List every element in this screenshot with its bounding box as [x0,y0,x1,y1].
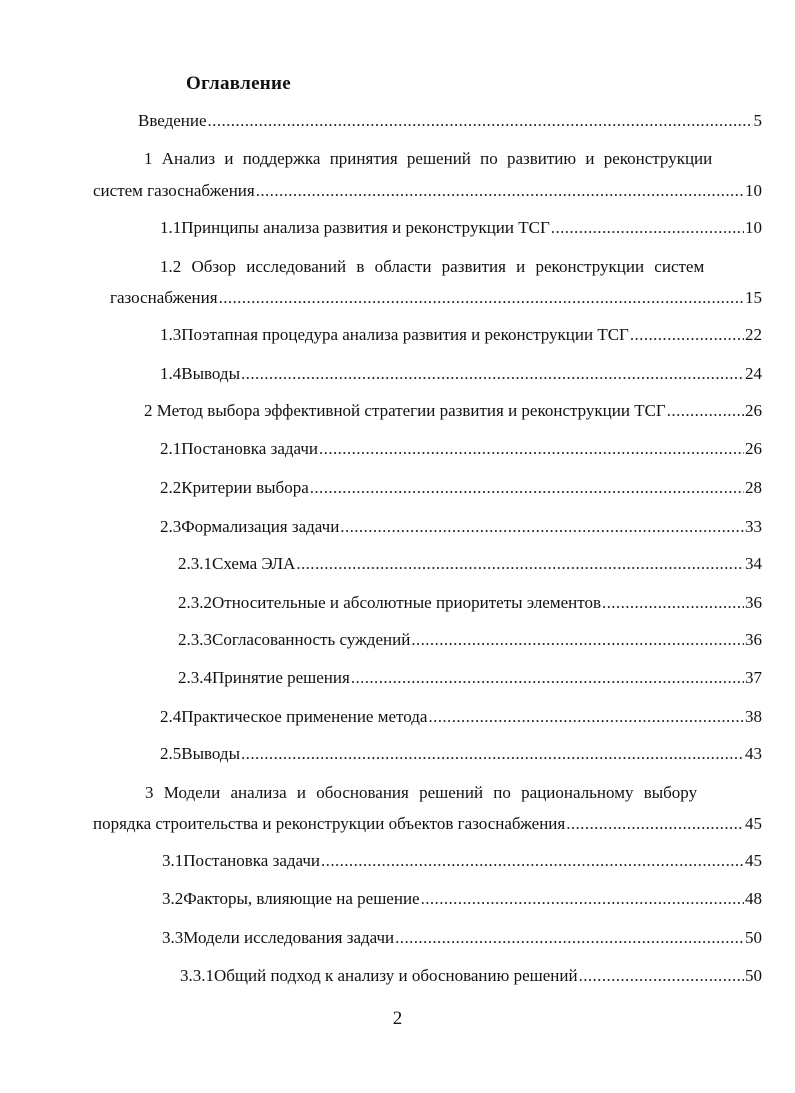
toc-page: 50 [745,928,762,947]
toc-label: 2 Метод выбора эффективной стратегии развития и реконструкции ТСГ [144,401,666,420]
toc-entry-1-2-line2[interactable] [110,287,762,309]
toc-label: Критерии выбора [181,478,309,497]
toc-page: 26 [745,439,762,458]
toc-number: 2.5 [160,744,182,763]
toc-label: систем газоснабжения [93,181,255,200]
toc-entry-2-3-3[interactable] [178,629,762,651]
toc-label: Относительные и абсолютные приоритеты элементов [212,593,601,612]
toc-number: 2.1 [160,439,182,458]
toc-entry-ch1-line2[interactable] [93,180,762,202]
toc-leader-dots [395,927,744,949]
toc-label: Формализация задачи [181,517,340,536]
toc-label: Схема ЭЛА [212,554,296,573]
toc-leader-dots [256,180,744,202]
toc-entry-2-3[interactable] [160,516,762,538]
toc-label: Модели исследования задачи [183,928,395,947]
toc-label: Общий подход к анализу и обоснованию решений [214,966,578,985]
toc-entry-2-3-1[interactable] [178,553,762,575]
toc-number: 2.4 [160,707,182,726]
toc-entry-2-2[interactable] [160,477,762,499]
toc-page: 28 [745,478,762,497]
toc-entry-3-1[interactable] [162,850,762,872]
toc-number: 2.3.3 [178,630,212,649]
toc-page: 37 [745,668,762,687]
toc-leader-dots [219,287,744,309]
toc-leader-dots [208,110,753,132]
toc-page: 36 [745,630,762,649]
toc-page: 48 [745,889,762,908]
toc-entry-3-3[interactable] [162,927,762,949]
toc-leader-dots [310,477,744,499]
toc-leader-dots [241,363,744,385]
toc-leader-dots [428,706,744,728]
toc-number: 1.3 [160,325,182,344]
toc-page: 36 [745,593,762,612]
toc-entry-3-3-1[interactable] [180,965,762,987]
toc-page: 22 [745,325,762,344]
toc-page: 45 [745,851,762,870]
toc-label: Согласованность суждений [212,630,411,649]
toc-number: 2.3 [160,517,182,536]
toc-entry-ch3-line1[interactable] [145,782,762,804]
toc-entry-2-3-2[interactable] [178,592,762,614]
toc-leader-dots [579,965,744,987]
toc-label: Поэтапная процедура анализа развития и реконструкции ТСГ [181,325,629,344]
toc-entry-3-2[interactable] [162,888,762,910]
toc-number: 2.2 [160,478,182,497]
toc-page: 24 [745,364,762,383]
toc-label: 1.2 Обзор исследований в области развития и реконструкции систем [160,257,705,276]
toc-entry-1-2-line1[interactable] [160,256,762,278]
toc-leader-dots [421,888,744,910]
toc-page: 15 [745,288,762,307]
toc-label: Принятие решения [212,668,350,687]
toc-label: Практическое применение метода [181,707,428,726]
toc-number: 3.3.1 [180,966,214,985]
toc-leader-dots [602,592,744,614]
toc-entry-ch3-line2[interactable] [93,813,762,835]
toc-number: 3.2 [162,889,184,908]
toc-entry-1-4[interactable] [160,363,762,385]
toc-number: 3.3 [162,928,184,947]
toc-label: газоснабжения [110,288,218,307]
toc-page: 45 [745,814,762,833]
toc-number: 2.3.1 [178,554,212,573]
toc-entry-ch2[interactable] [144,400,762,422]
toc-leader-dots [241,743,744,765]
toc-label: Принципы анализа развития и реконструкции ТСГ [181,218,550,237]
toc-leader-dots [411,629,744,651]
toc-leader-dots [319,438,744,460]
toc-number: 1.1 [160,218,182,237]
toc-label: Факторы, влияющие на решение [183,889,420,908]
toc-number: 2.3.4 [178,668,212,687]
toc-leader-dots [566,813,744,835]
toc-label: порядка строительства и реконструкции объектов газоснабжения [93,814,566,833]
toc-entry-1-3[interactable] [160,324,762,346]
toc-leader-dots [630,324,744,346]
toc-page: 33 [745,517,762,536]
toc-label: 3 Модели анализа и обоснования решений по рациональному выбору [145,783,698,802]
toc-label: Выводы [181,744,241,763]
toc-page: 26 [745,401,762,420]
toc-label: Постановка задачи [183,851,321,870]
toc-label: Введение [138,111,207,130]
toc-entry-2-5[interactable] [160,743,762,765]
toc-label: Постановка задачи [181,439,319,458]
toc-label: 1 Анализ и поддержка принятия решений по развитию и реконструкции [144,149,713,168]
toc-entry-2-1[interactable] [160,438,762,460]
toc-number: 1.4 [160,364,182,383]
toc-leader-dots [296,553,744,575]
toc-page: 38 [745,707,762,726]
toc-page: 5 [753,111,762,130]
toc-page: 10 [745,181,762,200]
toc-page: 10 [745,218,762,237]
toc-entry-2-4[interactable] [160,706,762,728]
toc-leader-dots [321,850,744,872]
toc-page: 43 [745,744,762,763]
toc-number: 2.3.2 [178,593,212,612]
page-number: 2 [392,1008,403,1029]
toc-label: Выводы [181,364,241,383]
toc-entry-1-1[interactable] [160,217,762,239]
toc-entry-2-3-4[interactable] [178,667,762,689]
toc-page: 34 [745,554,762,573]
toc-entry-ch1-line1[interactable] [144,148,762,170]
toc-entry-intro[interactable] [138,110,762,132]
toc-leader-dots [667,400,744,422]
toc-leader-dots [551,217,744,239]
toc-number: 3.1 [162,851,184,870]
toc-leader-dots [340,516,744,538]
page-title: Оглавление [186,73,292,94]
toc-page: 50 [745,966,762,985]
toc-leader-dots [351,667,744,689]
